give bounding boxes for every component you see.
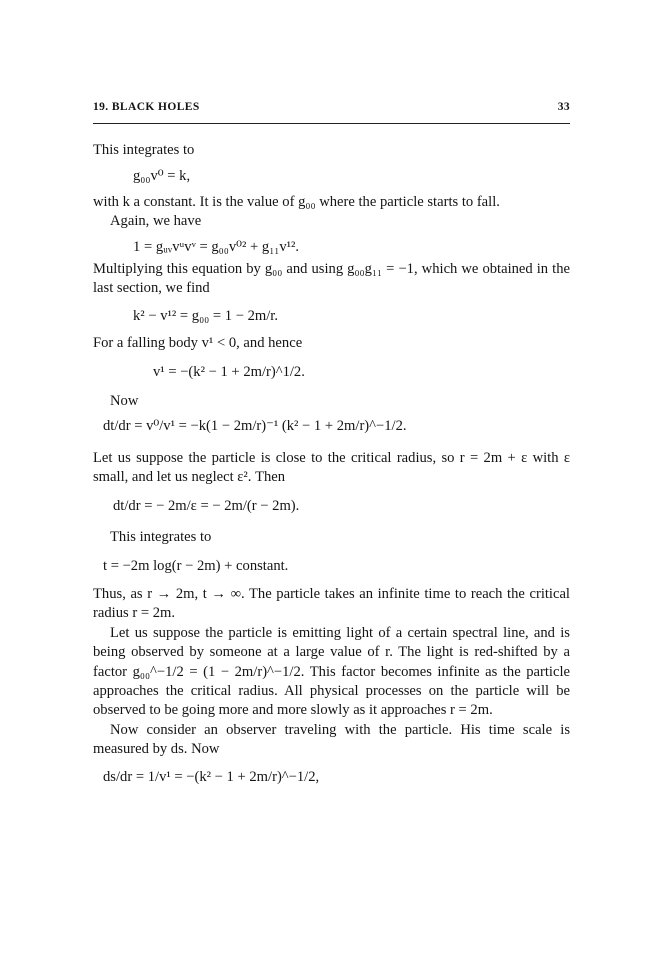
equation: ds/dr = 1/v¹ = −(k² − 1 + 2m/r)^−1/2, [103, 768, 320, 785]
paragraph: Thus, as r → 2m, t → ∞. The particle takes an infinite time to reach the critical radius r = 2m. [93, 585, 570, 622]
paragraph: This integrates to [110, 529, 212, 546]
paragraph: Let us suppose the particle is emitting light of a certain spectral line, and is being observed by someone at a large value of r. The light is red-shifted by a factor g₀₀^−1/2 = (1 − 2m/r)^−1/2. This factor becomes infinite as the particle approaches the critical radius. All physical processes on the particle will be observed to be going more and more slowly as it approaches r = 2m. [93, 624, 570, 719]
page-body [93, 141, 570, 787]
paragraph: Multiplying this equation by g₀₀ and using g₀₀g₁₁ = −1, which we obtained in the last section, we find [93, 261, 570, 297]
equation: dt/dr = v⁰/v¹ = −k(1 − 2m/r)⁻¹ (k² − 1 + 2m/r)^−1/2. [103, 418, 407, 435]
equation: 1 = gᵤᵥvᵘvᵛ = g₀₀v⁰² + g₁₁v¹². [133, 238, 300, 255]
equation: v¹ = −(k² − 1 + 2m/r)^1/2. [153, 363, 305, 380]
section-title: 19. BLACK HOLES [93, 101, 200, 113]
paragraph: Let us suppose the particle is close to the critical radius, so r = 2m + ε with ε small, and let us neglect ε². Then [93, 449, 570, 486]
equation: k² − v¹² = g₀₀ = 1 − 2m/r. [133, 307, 279, 324]
paragraph: For a falling body v¹ < 0, and hence [93, 335, 303, 352]
running-head [93, 101, 570, 113]
equation: g₀₀v⁰ = k, [133, 168, 191, 185]
equation: dt/dr = − 2m/ε = − 2m/(r − 2m). [113, 497, 300, 514]
paragraph: This integrates to [93, 142, 195, 158]
paragraph: Now [110, 393, 139, 410]
paragraph: with k a constant. It is the value of g₀₀ where the particle starts to fall. [93, 193, 500, 210]
header-rule [93, 123, 570, 124]
paragraph: Again, we have [110, 213, 202, 230]
paragraph: Now consider an observer traveling with the particle. His time scale is measured by ds. Now [93, 721, 570, 758]
page-number: 33 [557, 101, 570, 113]
equation: t = −2m log(r − 2m) + constant. [103, 557, 289, 574]
